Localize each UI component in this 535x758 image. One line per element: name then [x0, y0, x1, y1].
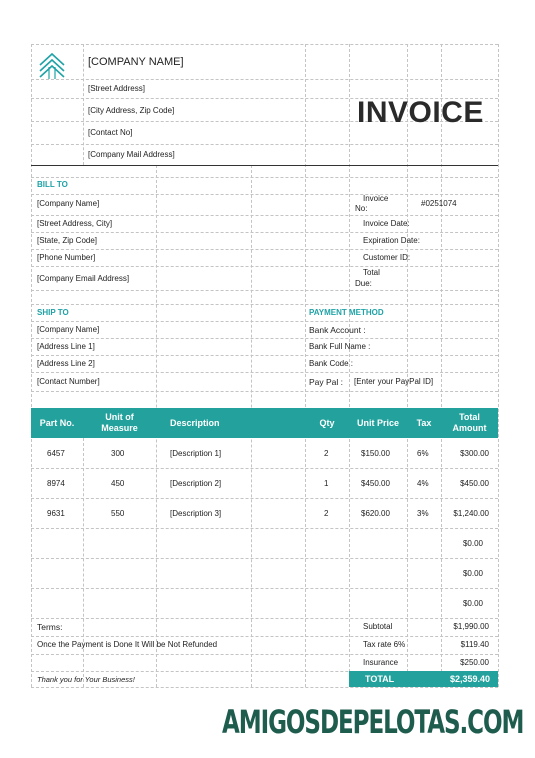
grid-line — [31, 249, 498, 250]
payment-method-heading: PAYMENT METHOD — [309, 308, 384, 317]
row-2-part: 8974 — [47, 479, 65, 488]
company-city: [City Address, Zip Code] — [88, 106, 175, 115]
row-6-amount: $0.00 — [462, 599, 483, 608]
terms-text: Once the Payment is Done It Will be Not Refunded — [37, 640, 218, 649]
grid-line — [31, 44, 498, 45]
grid-line — [31, 636, 498, 637]
col-description: Description — [170, 417, 220, 428]
row-3-amount: $1,240.00 — [453, 509, 489, 518]
col-total-line-2: Amount — [452, 423, 487, 433]
row-1-qty: 2 — [324, 449, 329, 458]
invoice-date-label: Invoice Date: — [363, 219, 410, 228]
col-tax: Tax — [416, 417, 432, 428]
site-watermark: AMIGOSDEPELOTAS.COM — [222, 703, 524, 741]
bill-to-heading: BILL TO — [37, 180, 68, 189]
terms-label: Terms: — [37, 622, 63, 632]
grid-line — [31, 654, 498, 655]
thanks-message: Thank you for Your Business! — [37, 675, 135, 684]
ship-to-company: [Company Name] — [37, 325, 100, 334]
total-label: TOTAL — [365, 674, 395, 684]
grid-line — [31, 44, 32, 687]
row-3-description: [Description 3] — [170, 509, 222, 518]
subtotal-value: $1,990.00 — [453, 622, 489, 631]
col-qty: Qty — [319, 417, 335, 428]
total-due-label-1: Total — [363, 268, 380, 277]
paypal-label: Pay Pal : — [309, 377, 344, 387]
tax-rate-label: Tax rate 6% — [363, 640, 406, 649]
total-due-label-2: Due: — [355, 279, 372, 288]
bill-to-street: [Street Address, City] — [37, 219, 113, 228]
subtotal-label: Subtotal — [363, 622, 393, 631]
invoice-no-label-2: No: — [355, 204, 368, 213]
chevron-stack-logo-icon — [37, 50, 67, 80]
col-part-no: Part No. — [39, 417, 75, 428]
row-1-price: $150.00 — [361, 449, 390, 458]
grid-line — [498, 44, 499, 687]
row-1-amount: $300.00 — [460, 449, 489, 458]
tax-rate-value: $119.40 — [460, 640, 489, 649]
grid-line — [31, 391, 498, 392]
ship-to-address-2: [Address Line 2] — [37, 359, 95, 368]
grid-line — [31, 687, 498, 688]
grid-line — [407, 44, 408, 687]
expiration-date-label: Expiration Date: — [363, 236, 420, 245]
grid-line — [31, 498, 498, 499]
bank-account-label: Bank Account : — [309, 325, 366, 335]
company-mail: [Company Mail Address] — [88, 150, 175, 159]
invoice-sheet — [31, 44, 498, 687]
invoice-title: INVOICE — [357, 96, 484, 129]
invoice-no-value: #0251074 — [421, 199, 457, 208]
row-4-amount: $0.00 — [462, 539, 483, 548]
bill-to-phone: [Phone Number] — [37, 253, 96, 262]
insurance-label: Insurance — [363, 658, 399, 667]
grid-line — [83, 44, 84, 165]
grid-line — [31, 266, 498, 267]
insurance-value: $250.00 — [460, 658, 489, 667]
grid-line — [31, 194, 498, 195]
grid-line — [31, 372, 498, 373]
grid-line — [31, 338, 498, 339]
grid-line — [31, 321, 498, 322]
grid-line — [31, 290, 498, 291]
ship-to-contact: [Contact Number] — [37, 377, 100, 386]
company-name: [COMPANY NAME] — [88, 56, 184, 68]
bill-to-email: [Company Email Address] — [37, 274, 130, 283]
grid-line — [31, 528, 498, 529]
row-1-description: [Description 1] — [170, 449, 222, 458]
row-2-unit: 450 — [111, 479, 125, 488]
row-2-price: $450.00 — [361, 479, 390, 488]
bill-to-company: [Company Name] — [37, 199, 100, 208]
grid-line — [305, 44, 306, 687]
row-2-qty: 1 — [324, 479, 329, 488]
col-unit-price: Unit Price — [356, 417, 399, 428]
col-unit-of-measure — [83, 408, 156, 438]
grid-line — [31, 79, 498, 80]
total-value: $2,359.40 — [449, 674, 490, 684]
grid-line — [31, 215, 498, 216]
row-1-part: 6457 — [47, 449, 65, 458]
row-1-tax: 6% — [417, 449, 429, 458]
items-table-header — [31, 408, 498, 438]
company-street: [Street Address] — [88, 84, 145, 93]
grid-line — [31, 232, 498, 233]
customer-id-label: Customer ID: — [363, 253, 411, 262]
row-3-part: 9631 — [47, 509, 65, 518]
row-3-tax: 3% — [417, 509, 429, 518]
row-3-unit: 550 — [111, 509, 125, 518]
row-3-qty: 2 — [324, 509, 329, 518]
row-5-amount: $0.00 — [462, 569, 483, 578]
row-3-price: $620.00 — [361, 509, 390, 518]
grid-line — [31, 177, 498, 178]
col-total-amount — [441, 408, 498, 438]
col-unit-line-2: Measure — [101, 423, 138, 433]
row-1-unit: 300 — [111, 449, 125, 458]
grid-line — [31, 618, 498, 619]
bank-code-label: Bank Code : — [309, 359, 354, 368]
grid-line — [441, 44, 442, 687]
grid-line — [31, 558, 498, 559]
bill-to-state: [State, Zip Code] — [37, 236, 98, 245]
header-divider — [31, 165, 498, 166]
grid-line — [31, 588, 498, 589]
row-2-tax: 4% — [417, 479, 429, 488]
row-2-amount: $450.00 — [460, 479, 489, 488]
ship-to-address-1: [Address Line 1] — [37, 342, 95, 351]
bank-full-name-label: Bank Full Name : — [309, 342, 371, 351]
ship-to-heading: SHIP TO — [37, 308, 69, 317]
grid-line — [31, 468, 498, 469]
row-2-description: [Description 2] — [170, 479, 222, 488]
grid-line — [31, 144, 498, 145]
total-bar — [349, 671, 498, 687]
grid-line — [31, 355, 498, 356]
grid-line — [31, 304, 498, 305]
col-total-line-1: Total — [459, 412, 480, 422]
col-unit-line-1: Unit of — [105, 412, 134, 422]
invoice-no-label-1: Invoice — [363, 194, 389, 203]
company-contact: [Contact No] — [88, 128, 133, 137]
paypal-value: [Enter your PayPal ID] — [354, 377, 434, 386]
